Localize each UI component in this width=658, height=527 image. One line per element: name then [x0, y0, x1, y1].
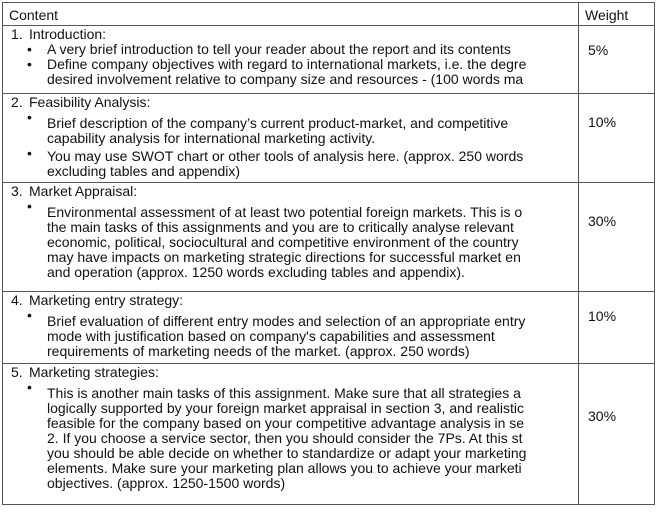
table-row-market-appraisal — [3, 183, 655, 292]
list-item: • This is another main tasks of this assignment. Make sure that all strategies a logically supported by your foreign market appraisal in section 3, and realistic feasible for the company based on your competitive advantage analysis in se 2. If you choose a service sector, then you should consider the 7Ps. At this st you should be able decide on whether to standardize or adapt your marketing elements. Make sure your marketing plan allows you to achieve your marketi objectives. (approx. 1250-1500 words) — [27, 380, 578, 491]
content-cell — [3, 183, 579, 292]
section-title: 4. Marketing entry strategy: — [11, 292, 184, 308]
assignment-weight-table — [2, 2, 655, 505]
weight-cell: 5% — [579, 26, 655, 94]
content-column-header: Content — [3, 3, 579, 26]
table-header-row — [3, 3, 655, 26]
list-item: • Environmental assessment of at least two potential foreign markets. This is o the main tasks of this assignments and you are to critically analyse relevant economic, political, sociocultural and competitive environment of the country may have impacts on marketing strategic directions for successful market en and operation (approx. 1250 words excluding tables and appendix). — [27, 199, 578, 280]
section-title: 3. Market Appraisal: — [11, 183, 138, 199]
content-cell — [3, 364, 579, 505]
table-row-feasibility-analysis — [3, 94, 655, 183]
list-item: • A very brief introduction to tell your reader about the report and its contents — [27, 42, 578, 57]
bullet-list — [3, 308, 578, 359]
bullet-list — [3, 380, 578, 491]
list-item: • Brief description of the company’s current product-market, and competitive capability analysis for international marketing activity. — [27, 110, 578, 146]
list-item: • Brief evaluation of different entry modes and selection of an appropriate entry mode with justification based on company's capabilities and assessment requirements of marketing needs of the market. (approx. 250 words) — [27, 308, 578, 359]
list-item: • Define company objectives with regard to international markets, i.e. the degre desired involvement relative to company size and resources - (100 words ma — [27, 57, 578, 87]
content-cell — [3, 26, 579, 94]
bullet-list — [3, 42, 578, 87]
bullet-list — [3, 199, 578, 280]
weight-cell: 10% — [579, 292, 655, 364]
table-row-marketing-entry-strategy — [3, 292, 655, 364]
weight-column-header: Weight — [579, 3, 655, 26]
table-row-introduction — [3, 26, 655, 94]
content-cell — [3, 292, 579, 364]
content-cell — [3, 94, 579, 183]
weight-cell: 30% — [579, 183, 655, 292]
section-title: 2. Feasibility Analysis: — [11, 94, 151, 110]
section-title: 1. Introduction: — [11, 26, 107, 42]
list-item: • You may use SWOT chart or other tools of analysis here. (approx. 250 words excluding tables and appendix) — [27, 146, 578, 179]
section-title: 5. Marketing strategies: — [11, 364, 159, 380]
bullet-list — [3, 110, 578, 179]
table-row-marketing-strategies — [3, 364, 655, 505]
weight-cell: 30% — [579, 364, 655, 505]
weight-cell: 10% — [579, 94, 655, 183]
